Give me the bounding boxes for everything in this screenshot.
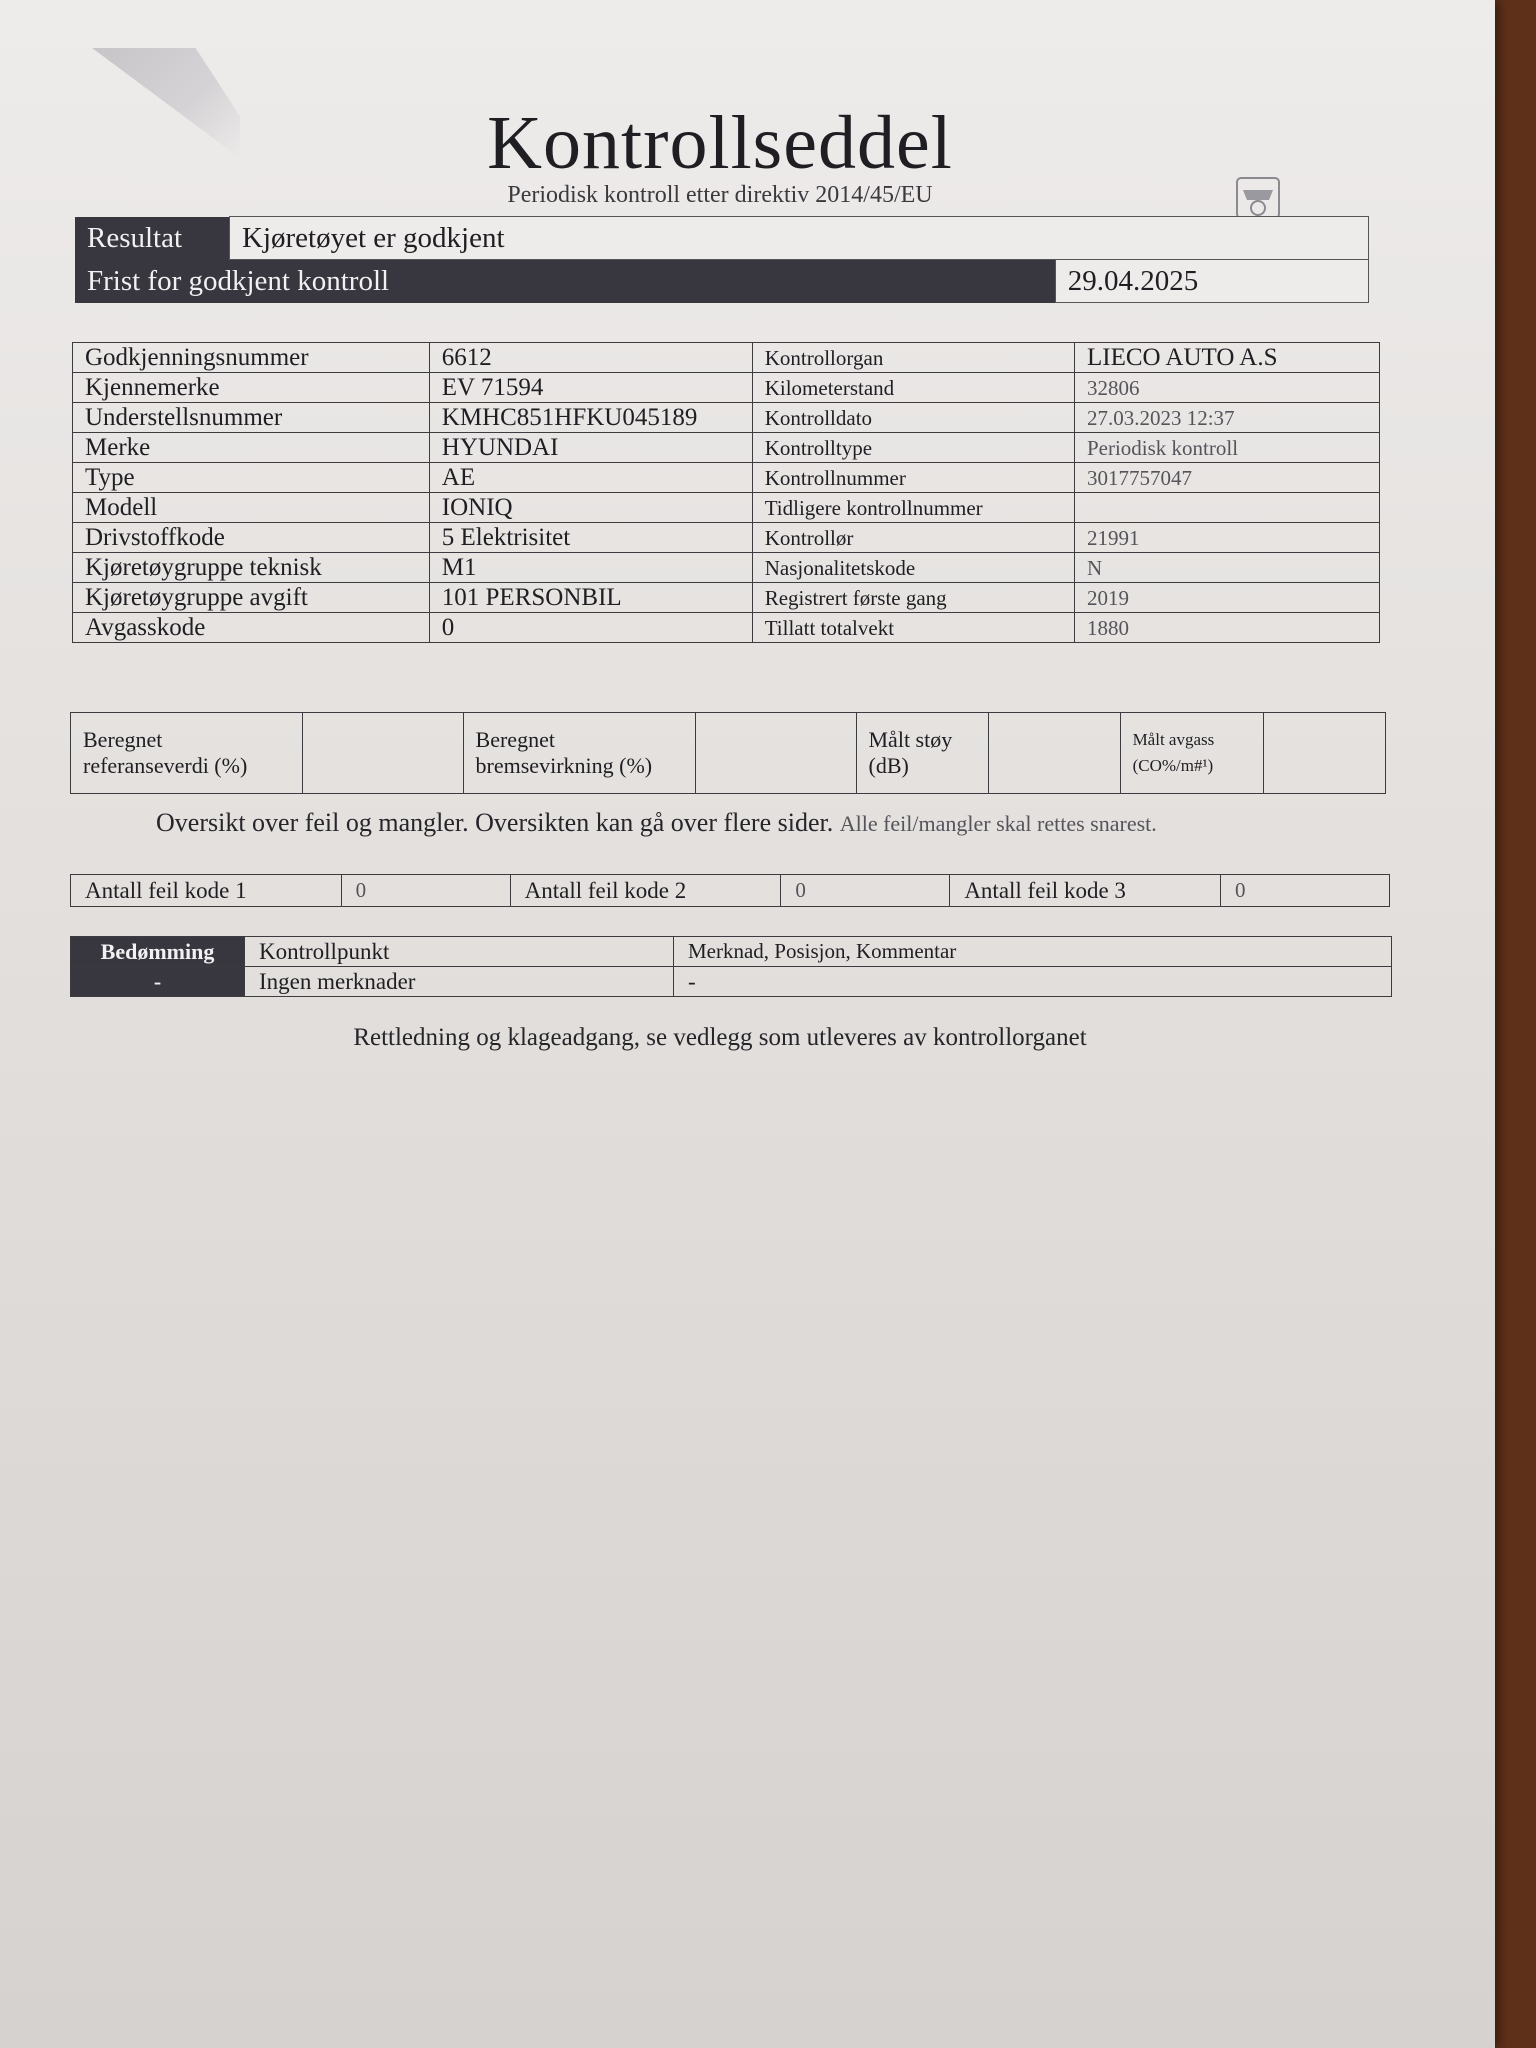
table-row: [73, 463, 1380, 493]
error-code2-label: Antall feil kode 2: [510, 875, 781, 907]
noise-label-line1: Målt støy: [868, 727, 953, 752]
field-value: 6612: [429, 343, 752, 373]
field-value: IONIQ: [429, 493, 752, 523]
reference-value-label-line1: Beregnet: [83, 727, 163, 752]
field-value: N: [1074, 553, 1379, 583]
field-label: Registrert første gang: [752, 583, 1074, 613]
result-value: Kjøretøyet er godkjent: [230, 217, 1369, 260]
field-label: Kontrolldato: [752, 403, 1074, 433]
field-value: 21991: [1074, 523, 1379, 553]
table-row: [73, 433, 1380, 463]
brake-effect-value: [696, 713, 856, 794]
noise-label-line2: (dB): [868, 753, 909, 778]
field-value: [1074, 493, 1379, 523]
field-label: Kontrollør: [752, 523, 1074, 553]
reference-value-label: [71, 713, 303, 794]
document-subtitle: Periodisk kontroll etter direktiv 2014/45/EU: [507, 182, 933, 208]
assessment-table: [70, 936, 1392, 997]
row-checkpoint: Ingen merknader: [245, 967, 674, 997]
overview-note: [156, 808, 1406, 838]
field-label: Tidligere kontrollnummer: [752, 493, 1074, 523]
guidance-note: Rettledning og klageadgang, se vedlegg som utleveres av kontrollorganet: [353, 1024, 1087, 1051]
table-row: [73, 613, 1380, 643]
result-label: Resultat: [75, 217, 230, 260]
field-value: 3017757047: [1074, 463, 1379, 493]
field-value: KMHC851HFKU045189: [429, 403, 752, 433]
noise-value: [989, 713, 1120, 794]
brake-effect-label-line1: Beregnet: [475, 727, 555, 752]
field-label: Nasjonalitetskode: [752, 553, 1074, 583]
document-title: Kontrollseddel: [487, 101, 953, 185]
field-value: LIECO AUTO A.S: [1074, 343, 1379, 373]
field-label: Godkjenningsnummer: [73, 343, 430, 373]
field-label: Kontrollorgan: [752, 343, 1074, 373]
field-label: Kilometerstand: [752, 373, 1074, 403]
field-label: Kjøretøygruppe avgift: [73, 583, 430, 613]
column-header-rating: Bedømming: [71, 937, 245, 967]
table-row: [73, 373, 1380, 403]
row-remark: -: [674, 967, 1392, 997]
field-label: Modell: [73, 493, 430, 523]
reference-value-label-line2: referanseverdi (%): [83, 753, 248, 778]
error-code2-value: 0: [781, 875, 950, 907]
field-label: Avgasskode: [73, 613, 430, 643]
error-count-table: [70, 874, 1390, 907]
field-label: Tillatt totalvekt: [752, 613, 1074, 643]
exhaust-label: [1120, 713, 1264, 794]
brake-effect-label-line2: bremsevirkning (%): [475, 753, 653, 778]
row-rating: -: [71, 967, 245, 997]
table-row: [73, 493, 1380, 523]
field-value: 2019: [1074, 583, 1379, 613]
error-code1-label: Antall feil kode 1: [71, 875, 342, 907]
error-code3-label: Antall feil kode 3: [950, 875, 1221, 907]
exhaust-label-line2: (CO%/m#¹): [1132, 756, 1214, 775]
field-value: EV 71594: [429, 373, 752, 403]
reference-value: [303, 713, 463, 794]
field-value: 1880: [1074, 613, 1379, 643]
table-row: [73, 403, 1380, 433]
field-label: Kontrolltype: [752, 433, 1074, 463]
table-header-row: [71, 937, 1392, 967]
column-header-checkpoint: Kontrollpunkt: [245, 937, 674, 967]
field-value: M1: [429, 553, 752, 583]
table-row: [73, 553, 1380, 583]
error-code1-value: 0: [341, 875, 510, 907]
result-table: [75, 216, 1369, 303]
table-row: [73, 523, 1380, 553]
field-label: Kjennemerke: [73, 373, 430, 403]
overview-text-tail: Alle feil/mangler skal rettes snarest.: [839, 811, 1157, 836]
error-code3-value: 0: [1221, 875, 1390, 907]
brake-effect-label: [463, 713, 696, 794]
overview-text: Oversikt over feil og mangler. Oversikten kan gå over flere sider.: [156, 808, 834, 837]
field-value: AE: [429, 463, 752, 493]
field-value: 27.03.2023 12:37: [1074, 403, 1379, 433]
field-value: 32806: [1074, 373, 1379, 403]
table-row: [73, 583, 1380, 613]
measurements-table: [70, 712, 1386, 794]
deadline-label: Frist for godkjent kontroll: [75, 260, 1055, 303]
table-row: [73, 343, 1380, 373]
field-label: Merke: [73, 433, 430, 463]
table-row: [71, 967, 1392, 997]
column-header-remark: Merknad, Posisjon, Kommentar: [674, 937, 1392, 967]
noise-label: [856, 713, 989, 794]
field-value: 101 PERSONBIL: [429, 583, 752, 613]
field-label: Drivstoffkode: [73, 523, 430, 553]
field-label: Type: [73, 463, 430, 493]
field-value: 5 Elektrisitet: [429, 523, 752, 553]
deadline-value: 29.04.2025: [1055, 260, 1368, 303]
field-label: Understellsnummer: [73, 403, 430, 433]
exhaust-label-line1: Målt avgass: [1132, 730, 1215, 749]
vehicle-data-table: [72, 342, 1380, 643]
field-value: Periodisk kontroll: [1074, 433, 1379, 463]
exhaust-value: [1264, 713, 1386, 794]
field-value: HYUNDAI: [429, 433, 752, 463]
field-label: Kontrollnummer: [752, 463, 1074, 493]
field-value: 0: [429, 613, 752, 643]
field-label: Kjøretøygruppe teknisk: [73, 553, 430, 583]
